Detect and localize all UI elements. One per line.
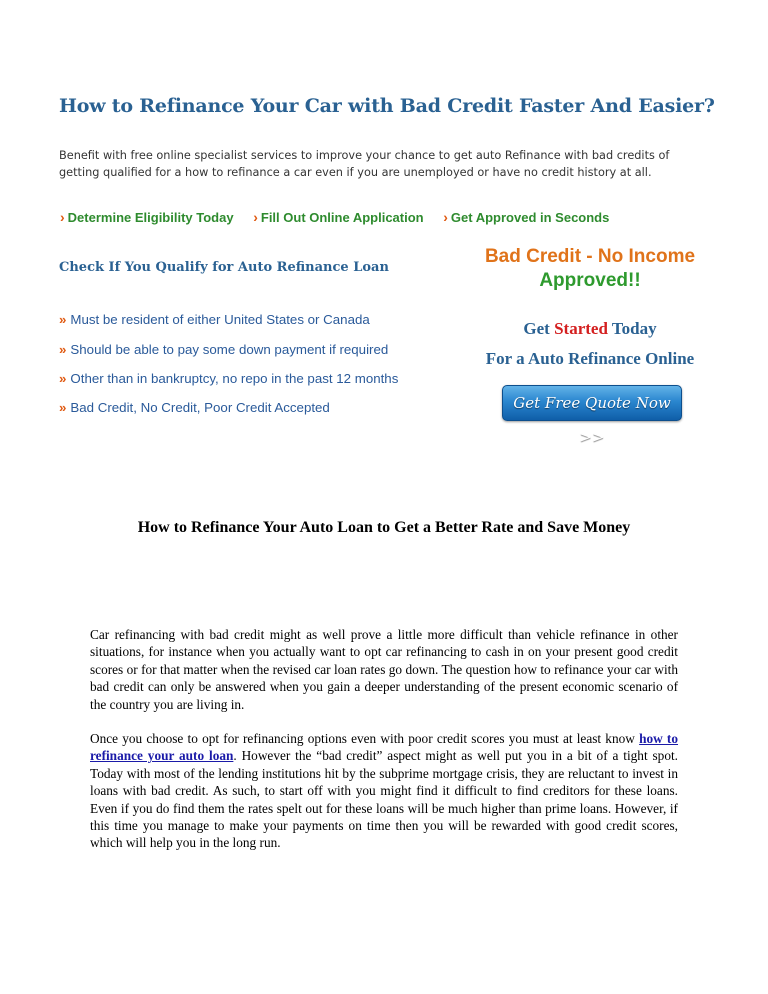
article-paragraph-1: Car refinancing with bad credit might as well prove a little more difficult than vehicle refinance in other situations, for instance when you actually want to opt car refinancing to cash in on your present good credit scores or for that matter when the revised car loan rates go down. The question how to refinance your car with bad credit can only be answered when you gain a deeper understanding of the present economic scenario of the country you are living in. [90, 627, 678, 712]
promo-cta-text [460, 314, 720, 374]
paragraph-text: Once you choose to opt for refinancing options even with poor credit scores you must at least know [90, 731, 640, 746]
paragraph-text: . However the “bad credit” aspect might as well put you in a bit of a tight spot. Today with most of the lending institutions hit by the subprime mortgage crisis, they are reluctant to invest in loans with bad credit. As such, to start off with you might find it difficult to find creditors for these loans. Even if you do find them the rates spelt out for these loans will be much higher than prime loans. However, if this time you manage to make your payments on time then you will be rewarded with good credit scores, which will help you in the long run. [90, 748, 678, 851]
promo-line1: Bad Credit - No Income [484, 246, 696, 267]
page-title: How to Refinance Your Car with Bad Credit Faster And Easier? [59, 95, 715, 117]
requirement-item [59, 371, 398, 386]
requirement-item [59, 400, 330, 415]
bullet-icon: » [59, 400, 67, 415]
chevron-right-icon: › [253, 209, 258, 225]
article-paragraph-2 [90, 730, 678, 852]
requirement-item [59, 342, 388, 357]
promo-line4: For a Auto Refinance Online [485, 349, 695, 368]
steps-row [60, 209, 625, 225]
bullet-icon: » [59, 371, 67, 386]
requirement-item [59, 312, 370, 327]
bullet-icon: » [59, 312, 67, 327]
promo-line2: Approved!! [539, 270, 641, 291]
promo-headline [470, 245, 710, 293]
requirement-text: Other than in bankruptcy, no repo in the past 12 months [70, 371, 399, 386]
step-get-approved [443, 209, 609, 225]
requirement-text: Bad Credit, No Credit, Poor Credit Accepted [70, 400, 330, 415]
step-label: Get Approved in Seconds [450, 210, 610, 225]
promo-get-started [460, 314, 720, 344]
intro-text: Benefit with free online specialist services to improve your chance to get auto Refinance with bad credits of getting qualified for a how to refinance a car even if you are unemployed or have no credit history at all. [59, 149, 670, 179]
article-heading: How to Refinance Your Auto Loan to Get a Better Rate and Save Money [137, 519, 631, 536]
chevron-right-icon: › [443, 209, 448, 225]
step-label: Determine Eligibility Today [67, 210, 234, 225]
bullet-icon: » [59, 342, 67, 357]
promo-started: Started [554, 319, 608, 338]
get-free-quote-button[interactable]: Get Free Quote Now >> [502, 385, 682, 421]
step-label: Fill Out Online Application [260, 210, 424, 225]
step-fill-application [253, 209, 423, 225]
requirement-text: Should be able to pay some down payment if required [70, 342, 389, 357]
promo-get: Get [523, 319, 550, 338]
promo-today: Today [611, 319, 657, 338]
chevron-right-icon: › [60, 209, 65, 225]
requirement-text: Must be resident of either United States or Canada [70, 312, 370, 327]
step-determine-eligibility [60, 209, 234, 225]
qualify-heading: Check If You Qualify for Auto Refinance Loan [59, 260, 389, 275]
refinance-auto-loan-link[interactable]: how to refinance your auto loan [90, 731, 679, 764]
